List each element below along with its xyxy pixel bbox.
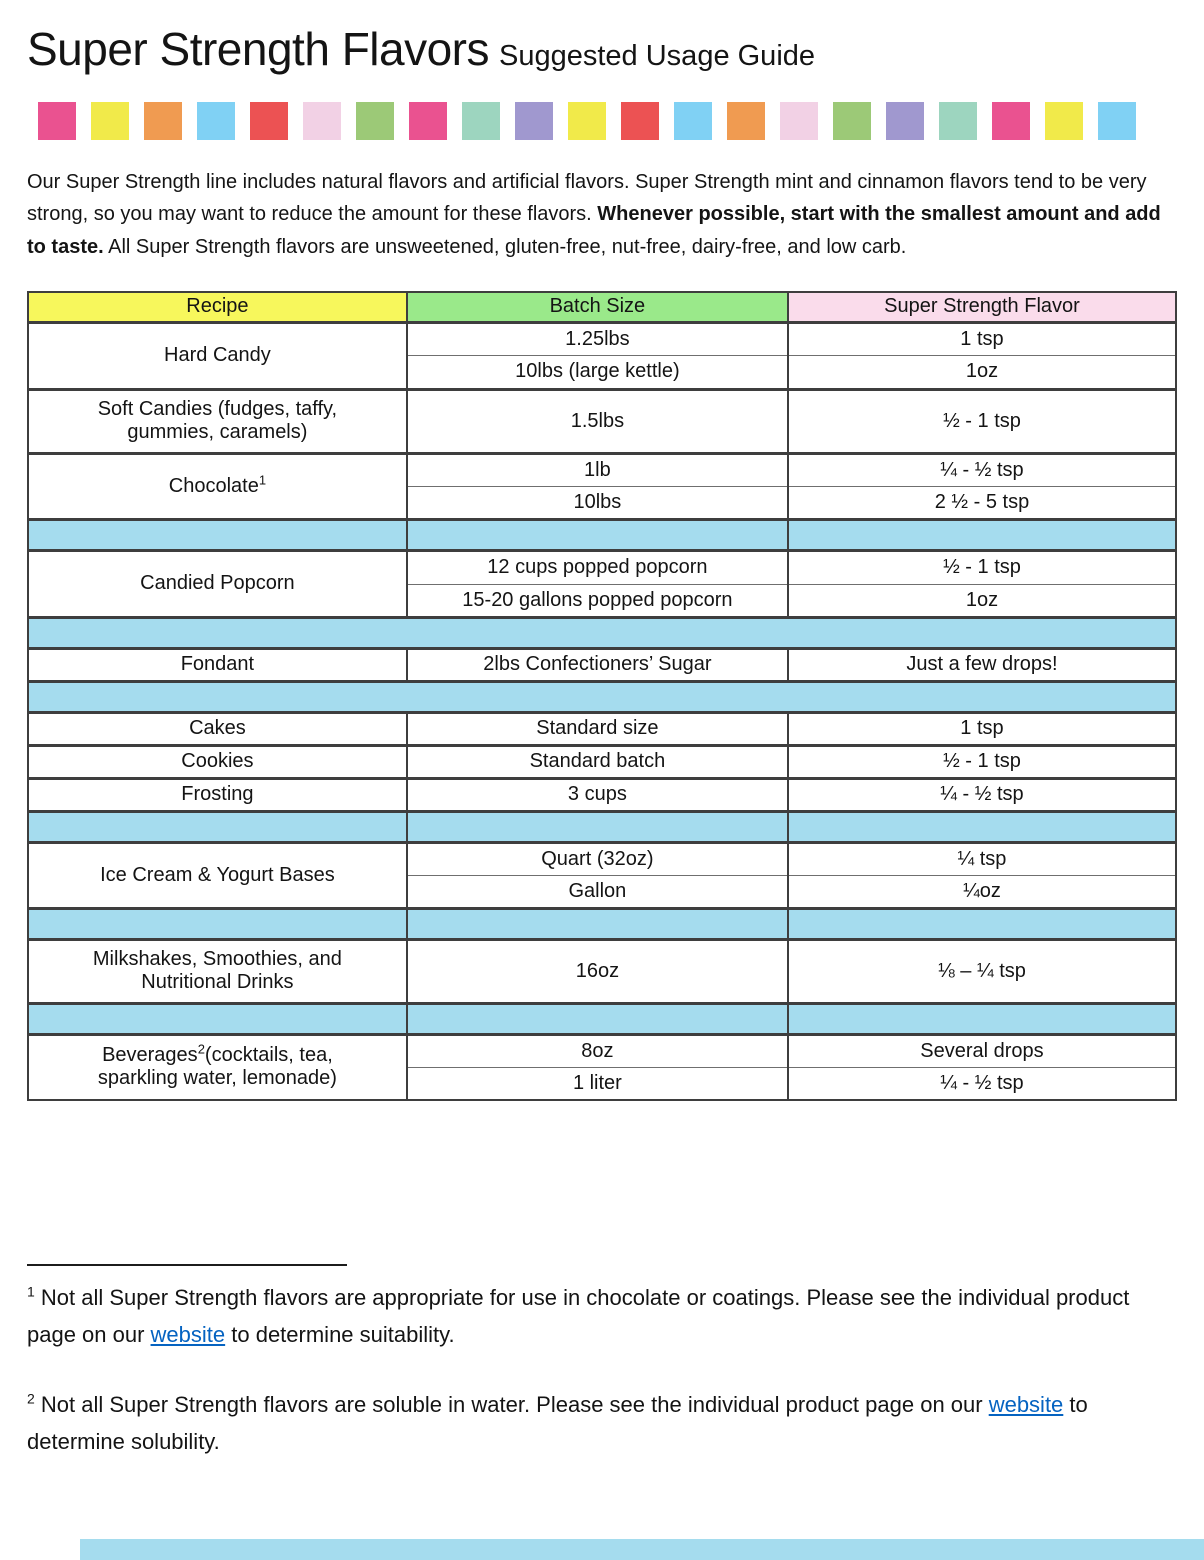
cell-recipe: Frosting xyxy=(28,778,407,811)
footnote-text: Not all Super Strength flavors are appropriate for use in chocolate or coatings. Please see the individual product page on our xyxy=(27,1285,1130,1347)
color-strip-square xyxy=(939,102,977,140)
footnote-ref-1: 1 xyxy=(258,472,267,488)
color-strip-square xyxy=(250,102,288,140)
footnote-ref-2: 2 xyxy=(197,1041,205,1057)
separator-row xyxy=(28,519,1176,550)
color-strip-square xyxy=(992,102,1030,140)
cell-batch: Standard batch xyxy=(407,745,788,778)
color-strip-square xyxy=(568,102,606,140)
page-header xyxy=(27,22,1177,76)
separator-row xyxy=(28,811,1176,842)
separator-cell xyxy=(28,617,1176,648)
cell-batch: 16oz xyxy=(407,939,788,1003)
color-strip-square xyxy=(38,102,76,140)
cell-flavor: Just a few drops! xyxy=(788,648,1176,681)
cell-batch: Gallon xyxy=(407,875,788,908)
cell-flavor: Several drops xyxy=(788,1034,1176,1067)
cell-flavor: ¼oz xyxy=(788,875,1176,908)
table-row xyxy=(28,453,1176,486)
cell-flavor: ¼ tsp xyxy=(788,842,1176,875)
page-title: Super Strength Flavors xyxy=(27,23,490,75)
table-row xyxy=(28,648,1176,681)
cell-batch: Quart (32oz) xyxy=(407,842,788,875)
footnote-marker: 2 xyxy=(27,1390,35,1407)
table-row xyxy=(28,322,1176,355)
separator-row xyxy=(28,681,1176,712)
footnote-1 xyxy=(27,1280,1177,1353)
table-header-row xyxy=(28,292,1176,322)
cell-batch: 15-20 gallons popped popcorn xyxy=(407,584,788,617)
cell-batch: 1lb xyxy=(407,453,788,486)
footnote-text: to determine solubility. xyxy=(27,1392,1088,1454)
website-link[interactable]: website xyxy=(988,1392,1064,1418)
footnote-marker: 1 xyxy=(27,1283,35,1300)
separator-row xyxy=(28,908,1176,939)
separator-cell xyxy=(28,519,407,550)
cell-recipe-text-after: (cocktails, tea, sparkling water, lemonade) xyxy=(97,1044,337,1090)
color-strip-square xyxy=(674,102,712,140)
intro-text-2: All Super Strength flavors are unsweetened, gluten-free, nut-free, dairy-free, and low carb. xyxy=(103,235,907,258)
cell-recipe xyxy=(28,453,407,519)
cell-recipe xyxy=(28,1034,407,1100)
footnote-separator-rule xyxy=(27,1264,347,1266)
separator-cell xyxy=(407,811,788,842)
footnote-text: to determine suitability. xyxy=(225,1321,455,1347)
column-header-flavor: Super Strength Flavor xyxy=(788,292,1176,322)
separator-cell xyxy=(788,811,1176,842)
cell-flavor: ½ - 1 tsp xyxy=(788,745,1176,778)
cell-recipe-text: Milkshakes, Smoothies, and Nutritional Drinks xyxy=(92,948,342,994)
cell-recipe-text: Chocolate xyxy=(168,474,259,497)
color-strip-square xyxy=(833,102,871,140)
separator-cell xyxy=(28,681,1176,712)
cell-recipe: Cookies xyxy=(28,745,407,778)
separator-cell xyxy=(788,908,1176,939)
table-row xyxy=(28,745,1176,778)
cell-flavor: 1oz xyxy=(788,584,1176,617)
color-strip-square xyxy=(462,102,500,140)
cell-batch: 1 liter xyxy=(407,1067,788,1100)
intro-paragraph xyxy=(27,166,1177,263)
separator-row xyxy=(28,1003,1176,1034)
separator-cell xyxy=(788,519,1176,550)
table-row xyxy=(28,550,1176,584)
color-strip-square xyxy=(91,102,129,140)
separator-cell xyxy=(28,908,407,939)
cell-batch: 3 cups xyxy=(407,778,788,811)
separator-cell xyxy=(407,908,788,939)
table-row xyxy=(28,939,1176,1003)
cell-flavor: 1oz xyxy=(788,355,1176,389)
cell-flavor: ⅛ – ¼ tsp xyxy=(788,939,1176,1003)
website-link[interactable]: website xyxy=(150,1321,226,1347)
cell-recipe: Candied Popcorn xyxy=(28,550,407,617)
separator-cell xyxy=(407,1003,788,1034)
column-header-recipe: Recipe xyxy=(28,292,407,322)
color-strip-square xyxy=(886,102,924,140)
usage-table xyxy=(27,291,1177,1101)
table-row xyxy=(28,842,1176,875)
color-strip-square xyxy=(780,102,818,140)
color-strip xyxy=(38,102,1177,140)
color-strip-square xyxy=(303,102,341,140)
cell-flavor: 2 ½ - 5 tsp xyxy=(788,486,1176,519)
color-strip-square xyxy=(409,102,447,140)
document-page xyxy=(0,22,1204,1460)
cell-recipe-text: Soft Candies (fudges, taffy, gummies, caramels) xyxy=(97,398,338,444)
page-subtitle: Suggested Usage Guide xyxy=(499,40,816,72)
separator-row xyxy=(28,617,1176,648)
cell-flavor: ½ - 1 tsp xyxy=(788,550,1176,584)
footnote-text: Not all Super Strength flavors are soluble in water. Please see the individual product page on our xyxy=(34,1392,989,1418)
color-strip-square xyxy=(1045,102,1083,140)
separator-cell xyxy=(788,1003,1176,1034)
color-strip-square xyxy=(144,102,182,140)
cell-flavor: ¼ - ½ tsp xyxy=(788,778,1176,811)
cell-flavor: 1 tsp xyxy=(788,712,1176,745)
table-row xyxy=(28,1034,1176,1067)
footnote-2 xyxy=(27,1387,1177,1460)
cell-batch: 2lbs Confectioners’ Sugar xyxy=(407,648,788,681)
bottom-page-bar xyxy=(80,1539,1204,1560)
separator-cell xyxy=(407,519,788,550)
color-strip-square xyxy=(727,102,765,140)
intro-text-bold: Whenever possible, start with the smallest amount and add to taste. xyxy=(27,203,1161,258)
cell-batch: Standard size xyxy=(407,712,788,745)
separator-cell xyxy=(28,811,407,842)
cell-flavor: 1 tsp xyxy=(788,322,1176,355)
intro-text-1: Our Super Strength line includes natural flavors and artificial flavors. Super Strength mint and cinnamon flavors tend to be very strong, so you may want to reduce the amount for these flavors. xyxy=(27,171,1147,226)
cell-batch: 10lbs xyxy=(407,486,788,519)
color-strip-square xyxy=(197,102,235,140)
column-header-batch-size: Batch Size xyxy=(407,292,788,322)
table-row xyxy=(28,389,1176,453)
cell-recipe: Cakes xyxy=(28,712,407,745)
cell-recipe xyxy=(28,389,407,453)
cell-batch: 12 cups popped popcorn xyxy=(407,550,788,584)
color-strip-square xyxy=(621,102,659,140)
cell-flavor: ¼ - ½ tsp xyxy=(788,1067,1176,1100)
cell-batch: 8oz xyxy=(407,1034,788,1067)
color-strip-square xyxy=(515,102,553,140)
cell-recipe-text: Beverages xyxy=(102,1044,198,1067)
cell-flavor: ½ - 1 tsp xyxy=(788,389,1176,453)
cell-flavor: ¼ - ½ tsp xyxy=(788,453,1176,486)
table-row xyxy=(28,712,1176,745)
color-strip-square xyxy=(356,102,394,140)
cell-batch: 1.5lbs xyxy=(407,389,788,453)
cell-batch: 1.25lbs xyxy=(407,322,788,355)
table-row xyxy=(28,778,1176,811)
color-strip-square xyxy=(1098,102,1136,140)
separator-cell xyxy=(28,1003,407,1034)
cell-recipe xyxy=(28,939,407,1003)
cell-recipe: Ice Cream & Yogurt Bases xyxy=(28,842,407,908)
cell-recipe: Fondant xyxy=(28,648,407,681)
cell-recipe: Hard Candy xyxy=(28,322,407,389)
cell-batch: 10lbs (large kettle) xyxy=(407,355,788,389)
